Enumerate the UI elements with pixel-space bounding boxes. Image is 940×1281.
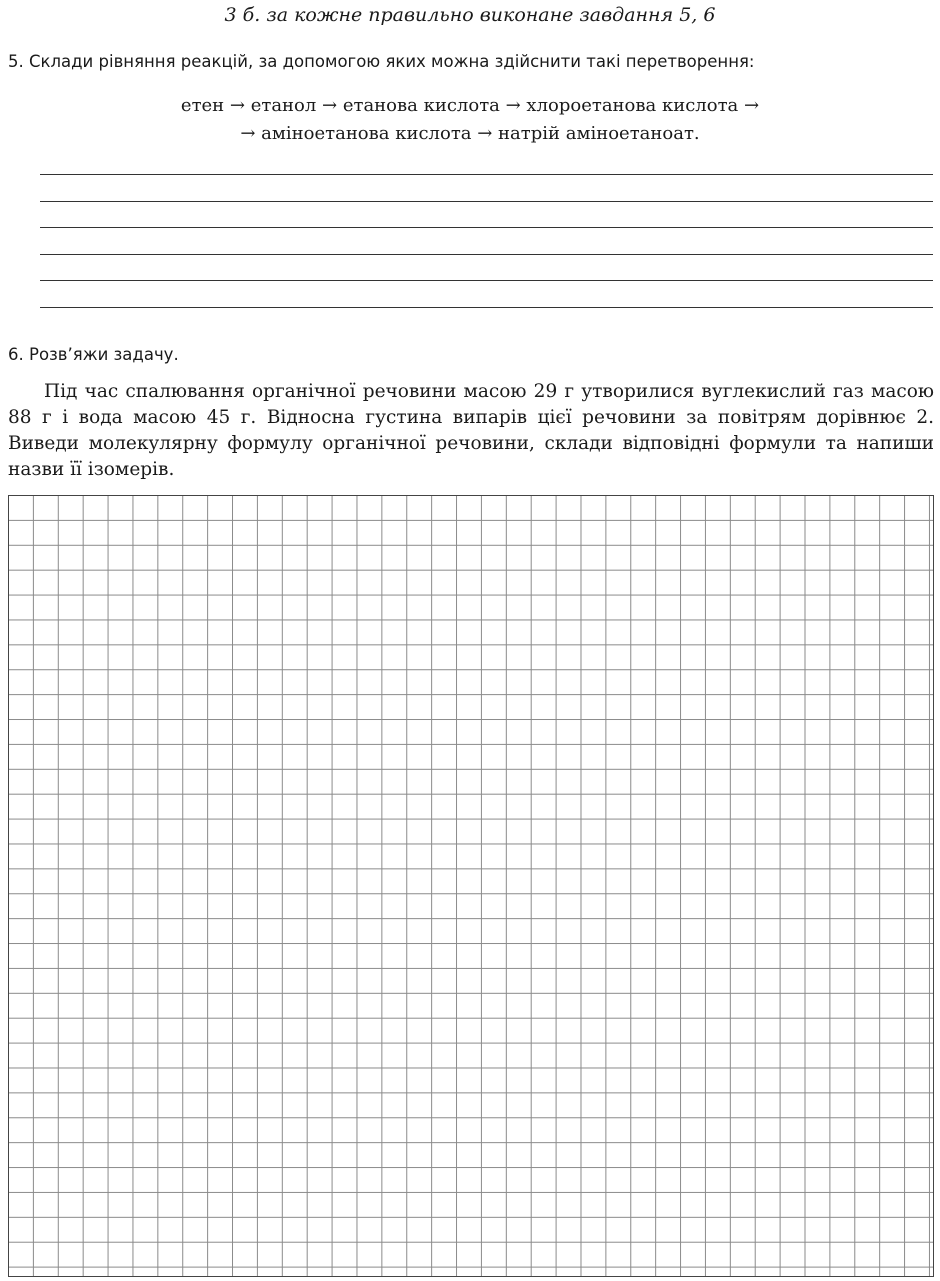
answer-grid[interactable] [8,495,934,1277]
chain-line-1: етен → етанол → етанова кислота → хлороетанова кислота → [180,95,760,116]
answer-line[interactable] [40,280,933,281]
task-5-title: 5. Склади рівняння реакцій, за допомогою яких можна здійснити такі перетворення: [8,52,755,71]
scoring-note: 3 б. за кожне правильно виконане завдання 5, 6 [224,4,716,26]
chain-line-2: → аміноетанова кислота → натрій аміноетаноат. [240,123,700,144]
answer-line[interactable] [40,307,933,308]
transformation-chain [0,92,940,148]
task-6-title: 6. Розв’яжи задачу. [8,345,179,364]
answer-lines[interactable] [40,174,933,333]
answer-line[interactable] [40,174,933,175]
problem-text: Під час спалювання органічної речовини масою 29 г утворилися вуглекислий газ масою 88 г і вода масою 45 г. Відносна густина випарів цієї речовини за повітрям дорівнює 2. Виведи молекулярну формулу органічної речовини, склади відповідні формули та напиши назви її ізомерів. [8,381,934,480]
answer-line[interactable] [40,201,933,202]
answer-line[interactable] [40,227,933,228]
answer-line[interactable] [40,254,933,255]
